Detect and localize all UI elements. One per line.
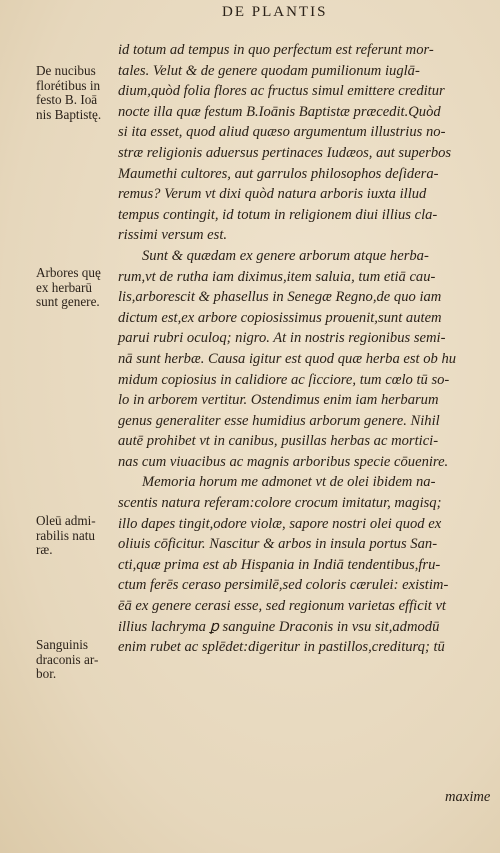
text-line: scentis natura referam:colore crocum imitatur, magisq; (118, 495, 442, 512)
margin-note-line: ex herbarū (36, 279, 93, 295)
margin-note-oleum (36, 514, 120, 558)
text-line: nas cum viuacibus ac magnis arboribus specie cōuenire. (118, 453, 449, 470)
text-line: autē prohibet vt in canibus, pusillas herbas ac mortici- (118, 433, 439, 450)
margin-note-line: festo B. Ioā (36, 92, 98, 108)
text-line: stræ religionis aduersus pertinaces Iudæos, aut superbos (118, 144, 452, 161)
margin-note-line: De nucibus (36, 63, 96, 78)
margin-note-line: florétibus in (36, 77, 101, 93)
margin-note-line: draconis ar- (36, 651, 99, 667)
margin-note-nucibus (36, 64, 120, 122)
text-line: tales. Velut & de genere quodam pumilionum iuglā- (118, 62, 420, 79)
margin-note-arbores (36, 266, 120, 310)
text-line: rum,vt de rutha iam diximus,item saluia, tum etiā cau- (118, 268, 436, 285)
text-line: nā sunt herbæ. Causa igitur est quod quæ herba est ob hu (118, 350, 457, 367)
text-line: enim rubet ac splēdet:digeritur in pastillos,crediturq; tū (118, 639, 445, 656)
margin-note-line: Sanguinis (36, 637, 89, 652)
text-line: Memoria horum me admonet vt de olei ibidem na- (142, 474, 436, 491)
margin-note-line: Oleū admi- (36, 513, 96, 528)
text-line: Sunt & quædam ex genere arborum atque herba- (142, 247, 429, 264)
margin-note-line: nis Baptistę. (36, 106, 102, 122)
margin-note-sanguinis (36, 638, 120, 682)
running-head: DE PLANTIS (222, 4, 328, 20)
text-line: lis,arborescit & phasellus in Senegæ Regno,de quo iam (118, 289, 442, 306)
margin-note-line: bor. (36, 666, 57, 682)
text-line: dictum est,ex arbore copiosissimus prouenit,sunt autem (118, 309, 442, 326)
margin-note-line: Arbores quę (36, 265, 101, 280)
text-line: nocte illa quæ festum B.Ioānis Baptistæ præcedit.Quòd (118, 103, 441, 120)
text-line: rissimi versum est. (118, 227, 228, 244)
text-line: parui rubri oculoq; nigro. At in nostris regionibus semi- (118, 330, 446, 347)
text-line: illo dapes tingit,odore violæ, sapore nostri olei quod ex (118, 515, 442, 532)
text-line: Maumethi cultores, aut garrulos philosophos deſidera- (118, 165, 439, 182)
text-line: oliuis cōficitur. Nascitur & arbos in insula portus San- (118, 536, 438, 553)
margin-note-line: rabilis natu (36, 527, 95, 543)
text-line: remus? Verum vt dixi quòd natura arboris iuxta illud (118, 186, 427, 203)
margin-note-line: ræ. (36, 542, 53, 558)
text-line: si ita esset, quod aliud quæso argumentum illustrius no- (118, 124, 446, 141)
text-line: ēā ex genere cerasi esse, sed regionum varietas efficit vt (118, 598, 446, 615)
page-header (0, 4, 500, 28)
text-line: illius lachryma ꝑ sanguine Draconis in vsu sit,admodū (118, 618, 440, 635)
text-line: id totum ad tempus in quo perfectum est referunt mor- (118, 42, 434, 58)
catchword: maxime (445, 789, 491, 805)
text-line: lo in arborem vertitur. Ostendimus enim iam herbarum (118, 392, 439, 409)
text-line: cti,quæ prima est ab Hispania in Indiā tendentibus,fru- (118, 556, 441, 573)
text-line: midum copiosius in calidiore ac ſicciore, tum cœlo tū so- (118, 371, 450, 388)
text-line: genus generaliter esse humidius arborum genere. Nihil (118, 412, 440, 429)
body-text (118, 40, 492, 658)
text-line: tempus contingit, id totum in religionem diui illius cla- (118, 206, 438, 223)
text-line: dium,quòd folia flores ac fructus simul emittere creditur (118, 83, 445, 100)
margin-note-line: sunt genere. (36, 294, 100, 310)
text-line: ctum ferēs ceraso persimilē,sed coloris cærulei: existim- (118, 577, 449, 594)
